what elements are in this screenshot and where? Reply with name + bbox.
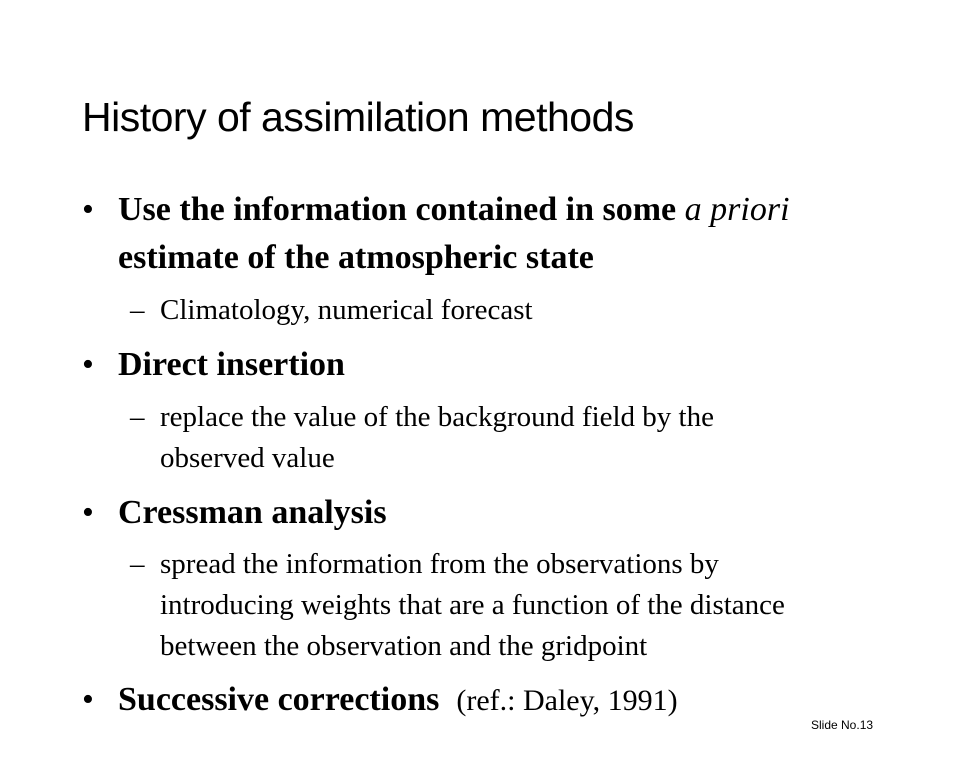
a-priori-emphasis: a priori — [684, 191, 790, 228]
bullet-icon: • — [82, 494, 94, 531]
sub-item-text: Climatology, numerical forecast — [160, 294, 533, 326]
sub-item-text — [160, 397, 714, 479]
sub-item-line: between the observation and the gridpoint — [160, 630, 648, 662]
bullet-text-line1: Use the information contained in some — [118, 191, 685, 228]
dash-icon: – — [130, 548, 145, 580]
bullet-icon: • — [82, 346, 94, 383]
bullet-text-main: Successive corrections — [118, 681, 440, 718]
sub-item-line: introducing weights that are a function of the distance — [160, 589, 785, 621]
bullet-text: Direct insertion — [118, 346, 345, 383]
bullet-text-line2: estimate of the atmospheric state — [118, 239, 594, 276]
bullet-text — [118, 186, 878, 282]
dash-icon: – — [130, 294, 145, 326]
slide-title: History of assimilation methods — [82, 94, 634, 140]
sub-item-line: spread the information from the observations by — [160, 548, 719, 580]
slide-number: Slide No.13 — [811, 718, 874, 732]
sub-item-line: replace the value of the background field by the — [160, 401, 714, 433]
bullet-icon: • — [82, 681, 94, 718]
sub-item-line: observed value — [160, 442, 335, 474]
bullet-text — [118, 676, 878, 725]
sub-item-text — [160, 544, 785, 667]
dash-icon: – — [130, 401, 145, 433]
bullet-icon: • — [82, 191, 94, 228]
bullet-text: Cressman analysis — [118, 494, 387, 531]
reference-text: (ref.: Daley, 1991) — [456, 684, 678, 717]
